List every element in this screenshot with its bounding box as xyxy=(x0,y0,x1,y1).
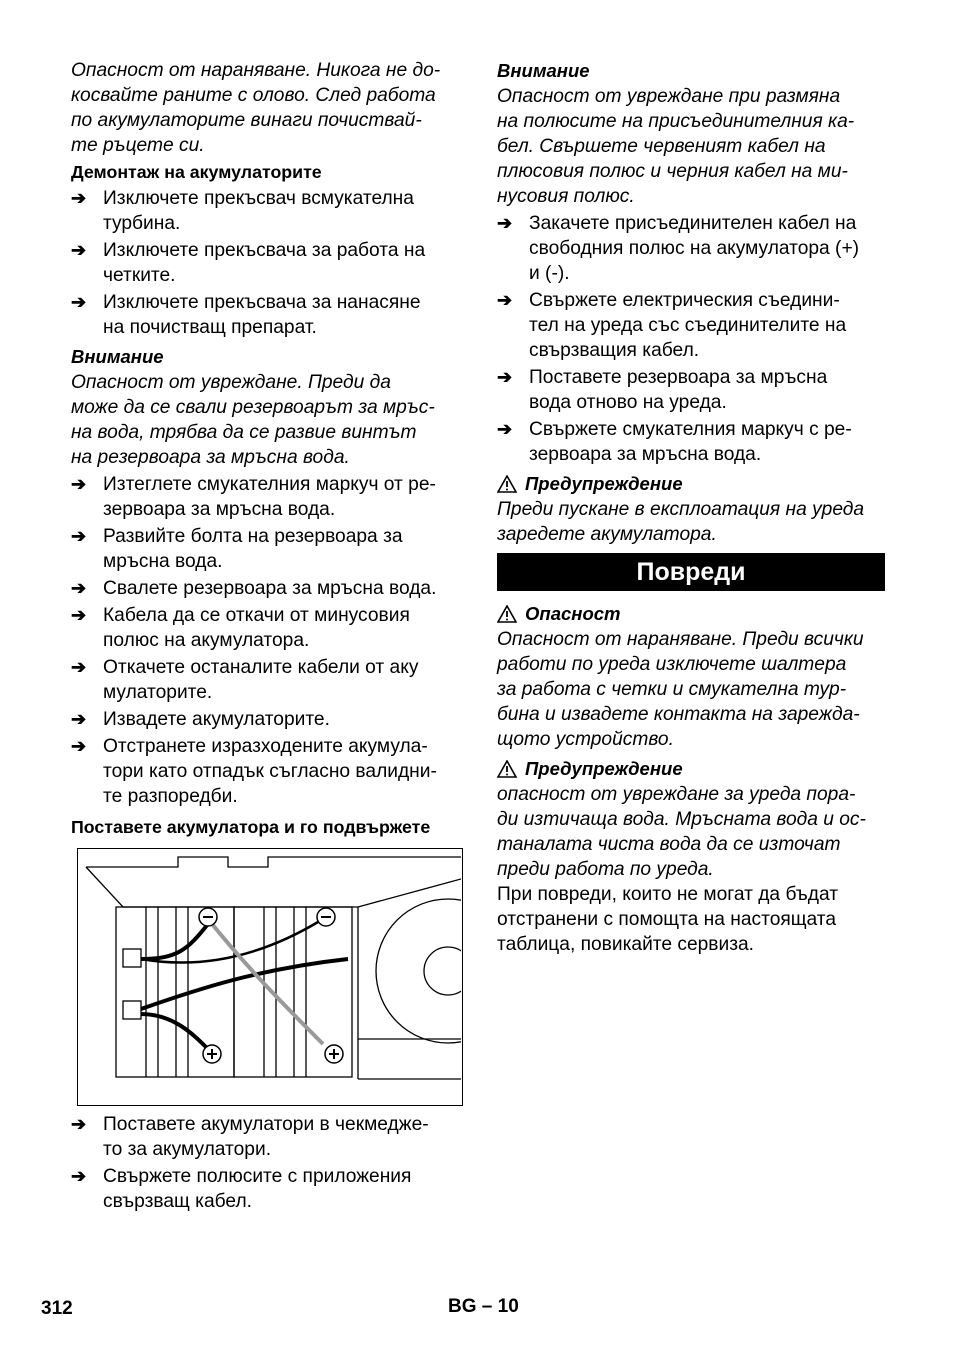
left-column xyxy=(71,58,463,1216)
warning-triangle-icon xyxy=(497,760,517,778)
section-title-faults: Повреди xyxy=(497,553,885,591)
list-item xyxy=(497,365,885,415)
warning-text: опасност от увреждане за уреда пора- ди изтичаща вода. Мръсната вода и ос- таналата чиста вода да се източат преди работа по уреда. xyxy=(497,784,866,880)
list-item-text: Изключете прекъсвач всмукателна турбина. xyxy=(103,188,414,234)
list-item xyxy=(71,576,463,601)
list-item-text: Свържете смукателния маркуч с ре- зервоара за мръсна вода. xyxy=(529,419,852,465)
arrow-right-icon: ➔ xyxy=(71,292,87,312)
list-item-text: Откачете останалите кабели от аку мулаторите. xyxy=(103,657,419,703)
arrow-right-icon: ➔ xyxy=(497,419,513,439)
list-item-text: Закачете присъединителен кабел на свободния полюс на акумулатора (+) и (-). xyxy=(529,213,860,284)
danger-heading xyxy=(497,601,885,626)
arrow-right-icon: ➔ xyxy=(71,736,87,756)
list-item-text: Развийте болта на резервоара за мръсна вода. xyxy=(103,526,403,572)
list-item xyxy=(71,734,463,809)
intro-warning-text: Опасност от нараняване. Никога не до- косвайте раните с олово. След работа по акумулаторите винаги почиствай- те ръцете си. xyxy=(71,60,441,156)
page-number: 312 xyxy=(41,1298,73,1319)
list-item xyxy=(71,603,463,653)
arrow-right-icon: ➔ xyxy=(497,290,513,310)
arrow-right-icon: ➔ xyxy=(71,474,87,494)
arrow-right-icon: ➔ xyxy=(71,188,87,208)
list-item-text: Изключете прекъсвача за работа на четките. xyxy=(103,240,426,286)
arrow-right-icon: ➔ xyxy=(71,578,87,598)
list-item xyxy=(71,655,463,705)
list-item-text: Поставете акумулатори в чекмедже- то за акумулатори. xyxy=(103,1114,429,1160)
list-item xyxy=(71,290,463,340)
list-item xyxy=(71,524,463,574)
warning-title: Предупреждение xyxy=(525,473,683,494)
list-item xyxy=(71,238,463,288)
arrow-right-icon: ➔ xyxy=(71,240,87,260)
arrow-right-icon: ➔ xyxy=(497,213,513,233)
footer-language-page: BG – 10 xyxy=(448,1296,519,1317)
danger-text: Опасност от нараняване. Преди всички работи по уреда изключете шалтера за работа с четки и смукателна тур- бина и извадете контакта на зарежда- щото устройство. xyxy=(497,629,864,750)
list-item-text: Отстранете изразходените акумула- тори като отпадък съгласно валидни- те разпоредби. xyxy=(103,736,437,807)
warning-heading xyxy=(497,471,885,496)
list-item-text: Изключете прекъсвача за нанасяне на почистващ препарат. xyxy=(103,292,421,338)
arrow-right-icon: ➔ xyxy=(71,657,87,677)
service-text: При повреди, които не могат да бъдат отстранени с помощта на настоящата таблица, повикайте сервиза. xyxy=(497,884,839,955)
list-item-text: Свалете резервоара за мръсна вода. xyxy=(103,578,437,599)
list-item xyxy=(497,211,885,286)
list-item-text: Кабела да се откачи от минусовия полюс на акумулатора. xyxy=(103,605,410,651)
danger-title: Опасност xyxy=(525,603,621,624)
arrow-right-icon: ➔ xyxy=(71,526,87,546)
list-item xyxy=(71,186,463,236)
list-item-text: Свържете полюсите с приложения свързващ кабел. xyxy=(103,1166,412,1212)
warning-text: Преди пускане в експлоатация на уреда заредете акумулатора. xyxy=(497,499,865,545)
list-item xyxy=(71,1164,463,1214)
warning-triangle-icon xyxy=(497,605,517,623)
list-item-text: Поставете резервоара за мръсна вода отново на уреда. xyxy=(529,367,828,413)
arrow-right-icon: ➔ xyxy=(71,1114,87,1134)
arrow-right-icon: ➔ xyxy=(71,605,87,625)
list-item xyxy=(71,707,463,732)
warning-heading xyxy=(497,756,885,781)
list-item xyxy=(71,472,463,522)
caution-text: Опасност от увреждане при размяна на полюсите на присъединителния ка- бел. Свършете червеният кабел на плюсовия полюс и черния кабел на ми- нусовия полюс. xyxy=(497,86,855,207)
battery-wiring-figure xyxy=(77,848,463,1106)
arrow-right-icon: ➔ xyxy=(497,367,513,387)
arrow-right-icon: ➔ xyxy=(71,709,87,729)
heading-battery-removal: Демонтаж на акумулаторите xyxy=(71,162,322,182)
arrow-right-icon: ➔ xyxy=(71,1166,87,1186)
list-item-text: Извадете акумулаторите. xyxy=(103,709,330,730)
heading-battery-install: Поставете акумулатора и го подвържете xyxy=(71,817,431,837)
warning-triangle-icon xyxy=(497,475,517,493)
list-item xyxy=(497,417,885,467)
caution-heading: Внимание xyxy=(71,346,164,367)
warning-title: Предупреждение xyxy=(525,758,683,779)
right-column xyxy=(497,58,885,959)
list-item xyxy=(497,288,885,363)
caution-heading: Внимание xyxy=(497,60,590,81)
list-item-text: Изтеглете смукателния маркуч от ре- зервоара за мръсна вода. xyxy=(103,474,436,520)
list-item xyxy=(71,1112,463,1162)
caution-text: Опасност от увреждане. Преди да може да се свали резервоарът за мръс- на вода, трябва да се развие винтът на резервоара за мръсна вода. xyxy=(71,372,435,468)
battery-wiring-diagram xyxy=(78,849,461,1104)
list-item-text: Свържете електрическия съедини- тел на уреда със съединителите на свързващия кабел. xyxy=(529,290,847,361)
